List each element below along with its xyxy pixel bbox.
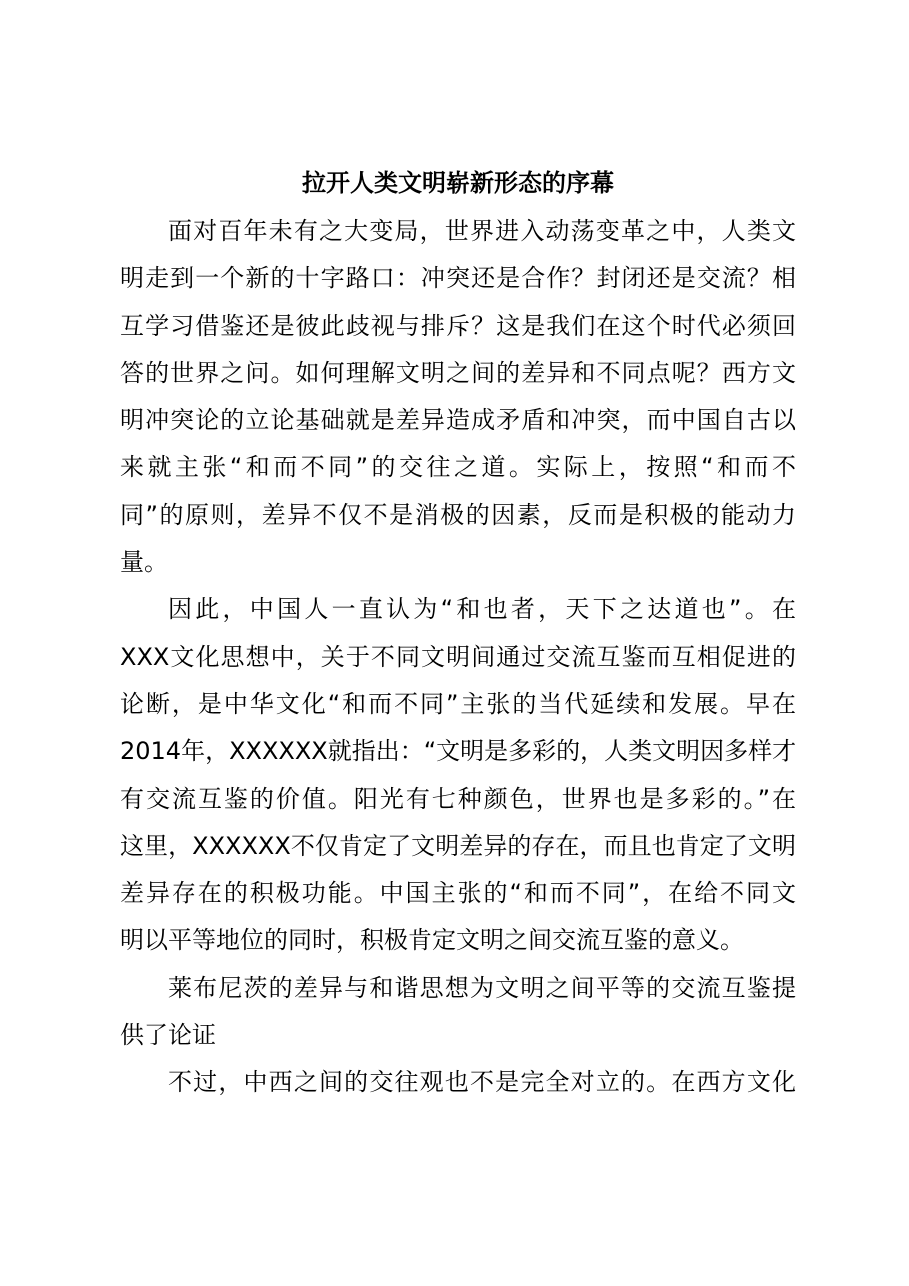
paragraph-line: 这里，XXXXXX不仅肯定了文明差异的存在，而且也肯定了文明 [120,831,796,860]
paragraph-line: 供了论证 [120,1021,216,1050]
paragraph-line: 明冲突论的立论基础就是差异造成矛盾和冲突，而中国自古以 [120,406,796,435]
paragraph-line: 面对百年未有之大变局，世界进入动荡变革之中，人类文 [168,217,796,245]
paragraph [120,208,796,586]
paragraph-line: 2014年，XXXXXX就指出：“文明是多彩的，人类文明因多样才 [120,737,797,766]
paragraph-line: 论断，是中华文化“和而不同”主张的当代延续和发展。早在 [120,689,796,718]
paragraph-line: 因此，中国人一直认为“和也者，天下之达道也”。在 [168,595,796,624]
paragraph-line: 答的世界之问。如何理解文明之间的差异和不同点呢？西方文 [120,358,796,387]
paragraph-line: 不过，中西之间的交往观也不是完全对立的。在西方文化 [168,1068,796,1097]
paragraph-line: 差异存在的积极功能。中国主张的“和而不同”，在给不同文 [120,879,796,908]
paragraph-line: 明走到一个新的十字路口：冲突还是合作？封闭还是交流？相 [120,264,796,293]
paragraph-line: 互学习借鉴还是彼此歧视与排斥？这是我们在这个时代必须回 [120,311,796,340]
paragraph-line: 来就主张“和而不同”的交往之道。实际上，按照“和而不 [120,453,796,482]
paragraph [120,586,796,964]
paragraph [120,965,796,1060]
paragraph-line: 明以平等地位的同时，积极肯定文明之间交流互鉴的意义。 [120,926,744,955]
paragraph-line: 同”的原则，差异不仅不是消极的因素，反而是积极的能动力 [120,500,796,529]
paragraph [120,1059,796,1106]
document-title: 拉开人类文明崭新形态的序幕 [302,168,614,197]
paragraph-line: 有交流互鉴的价值。阳光有七种颜色，世界也是多彩的。”在 [120,784,796,813]
paragraph-line: 莱布尼茨的差异与和谐思想为文明之间平等的交流互鉴提 [168,973,796,1002]
paragraph-line: XXX文化思想中，关于不同文明间通过交流互鉴而互相促进的 [120,642,796,671]
paragraph-line: 量。 [120,548,168,577]
document-body [120,208,796,1107]
